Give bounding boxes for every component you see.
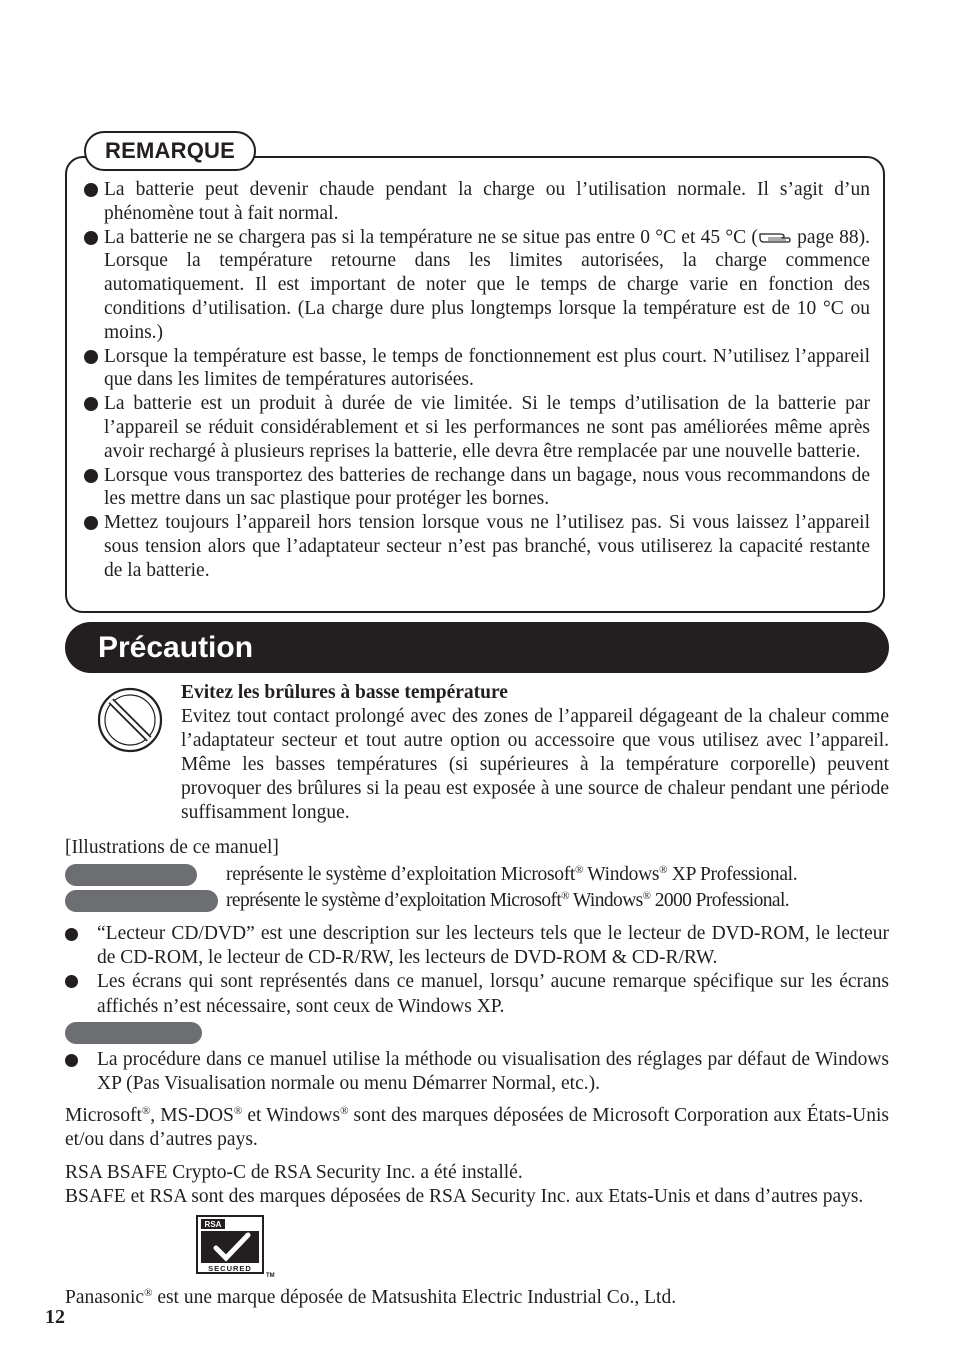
bullet-icon: [65, 928, 78, 941]
remarque-item: La batterie est un produit à durée de vie limitée. Si le temps d’utilisation de la batterie par l’appareil se réduit considérablement et si les performances ne sont pas améliorées même après avoir rechargé à plusieurs reprises la batterie, elle devra être remplacée par une nouvelle batterie.: [84, 392, 870, 463]
bullet-icon: [84, 350, 98, 364]
remarque-item: Lorsque vous transportez des batteries de rechange dans un bagage, nous vous recommandons de les mettre dans un sac plastique pour protéger les bornes.: [84, 464, 870, 512]
bullet-icon: [65, 1054, 78, 1067]
remarque-item: La batterie ne se chargera pas si la température ne se situe pas entre 0 °C et 45 °C ( page 88). Lorsque la température retourne dans les limites autorisées, la charge commence automatiquement. Il est important de noter que le temps de charge varie en fonction des conditions d’utilisation. (La charge dure plus longtemps lorsque la température est de 10 °C ou moins.): [84, 226, 870, 345]
precaution-banner: [65, 622, 889, 673]
windows-2000-description: représente le système d’exploitation Microsoft® Windows® 2000 Professional.: [226, 890, 790, 911]
microsoft-trademark: Microsoft®, MS-DOS® et Windows® sont des marques déposées de Microsoft Corporation aux États-Unis et/ou dans d’autres pays.: [65, 1105, 890, 1150]
rsa-installed-text: RSA BSAFE Crypto-C de RSA Security Inc. a été installé.: [65, 1162, 523, 1183]
list-item: “Lecteur CD/DVD” est une description sur les lecteurs tels que le lecteur de DVD-ROM, le lecteur de CD-ROM, le lecteur de CD-R/RW, les lecteurs de DVD-ROM & CD-R/RW.: [65, 922, 889, 970]
remarque-item: La batterie peut devenir chaude pendant la charge ou l’utilisation normale. Il s’agit d’un phénomène tout à fait normal.: [84, 178, 870, 226]
list-item: Les écrans qui sont représentés dans ce manuel, lorsqu’ aucune remarque spécifique sur les écrans affichés n’est nécessaire, sont ceux de Windows XP.: [65, 969, 889, 1017]
bullet-icon: [84, 516, 98, 530]
bullet-icon: [84, 231, 98, 245]
rsa-logo-tm: TM: [266, 1273, 275, 1279]
remarque-item: Mettez toujours l’appareil hors tension lorsque vous ne l’utilisez pas. Si vous laissez l’appareil sous tension alors que l’adaptateur secteur n’est pas branché, vous utiliserez la capacité restante de la batterie.: [84, 511, 870, 582]
panasonic-trademark: Panasonic® est une marque déposée de Matsushita Electric Industrial Co., Ltd.: [65, 1287, 677, 1308]
bullet-icon: [84, 469, 98, 483]
bullet-icon: [65, 975, 78, 988]
illustrations-heading: [Illustrations de ce manuel]: [65, 837, 279, 858]
page-number: 12: [45, 1306, 65, 1328]
pointing-hand-icon: [758, 228, 792, 245]
remarque-item: Lorsque la température est basse, le temps de fonctionnement est plus court. N’utilisez l’appareil que dans les limites de températures autorisées.: [84, 345, 870, 393]
list-item: La procédure dans ce manuel utilise la méthode ou visualisation des réglages par défaut de Windows XP (Pas Visualisation normale ou menu Démarrer Normal, etc.).: [65, 1048, 889, 1096]
bullet-icon: [84, 183, 98, 197]
windows-xp-tag: [65, 864, 197, 886]
rsa-logo-secured: SECURED: [208, 1264, 252, 1273]
windows-2000-tag: [65, 890, 218, 912]
bullet-icon: [84, 397, 98, 411]
caution-title: Evitez les brûlures à basse température: [181, 682, 508, 703]
prohibition-icon: [97, 687, 163, 753]
precaution-heading: Précaution: [98, 631, 254, 664]
windows-xp-tag-2: [65, 1022, 202, 1044]
windows-xp-description: représente le système d’exploitation Microsoft® Windows® XP Professional.: [226, 864, 798, 885]
rsa-logo-text: RSA: [204, 1220, 222, 1229]
rsa-trademark: BSAFE et RSA sont des marques déposées de RSA Security Inc. aux Etats-Unis et dans d’autres pays.: [65, 1186, 864, 1207]
remarque-list: [84, 178, 870, 583]
rsa-secured-logo: [196, 1215, 278, 1279]
caution-block: [181, 681, 889, 825]
remarque-label: REMARQUE: [84, 131, 256, 171]
caution-body: Evitez tout contact prolongé avec des zones de l’appareil dégageant de la chaleur comme l’adaptateur secteur et tout autre option ou accessoire que vous utilisez avec l’appareil. Même les basses températures (si supérieures à la température corporelle) peuvent provoquer des brûlures si la peau est exposée à une source de chaleur pendant une période suffisamment longue.: [181, 706, 889, 823]
